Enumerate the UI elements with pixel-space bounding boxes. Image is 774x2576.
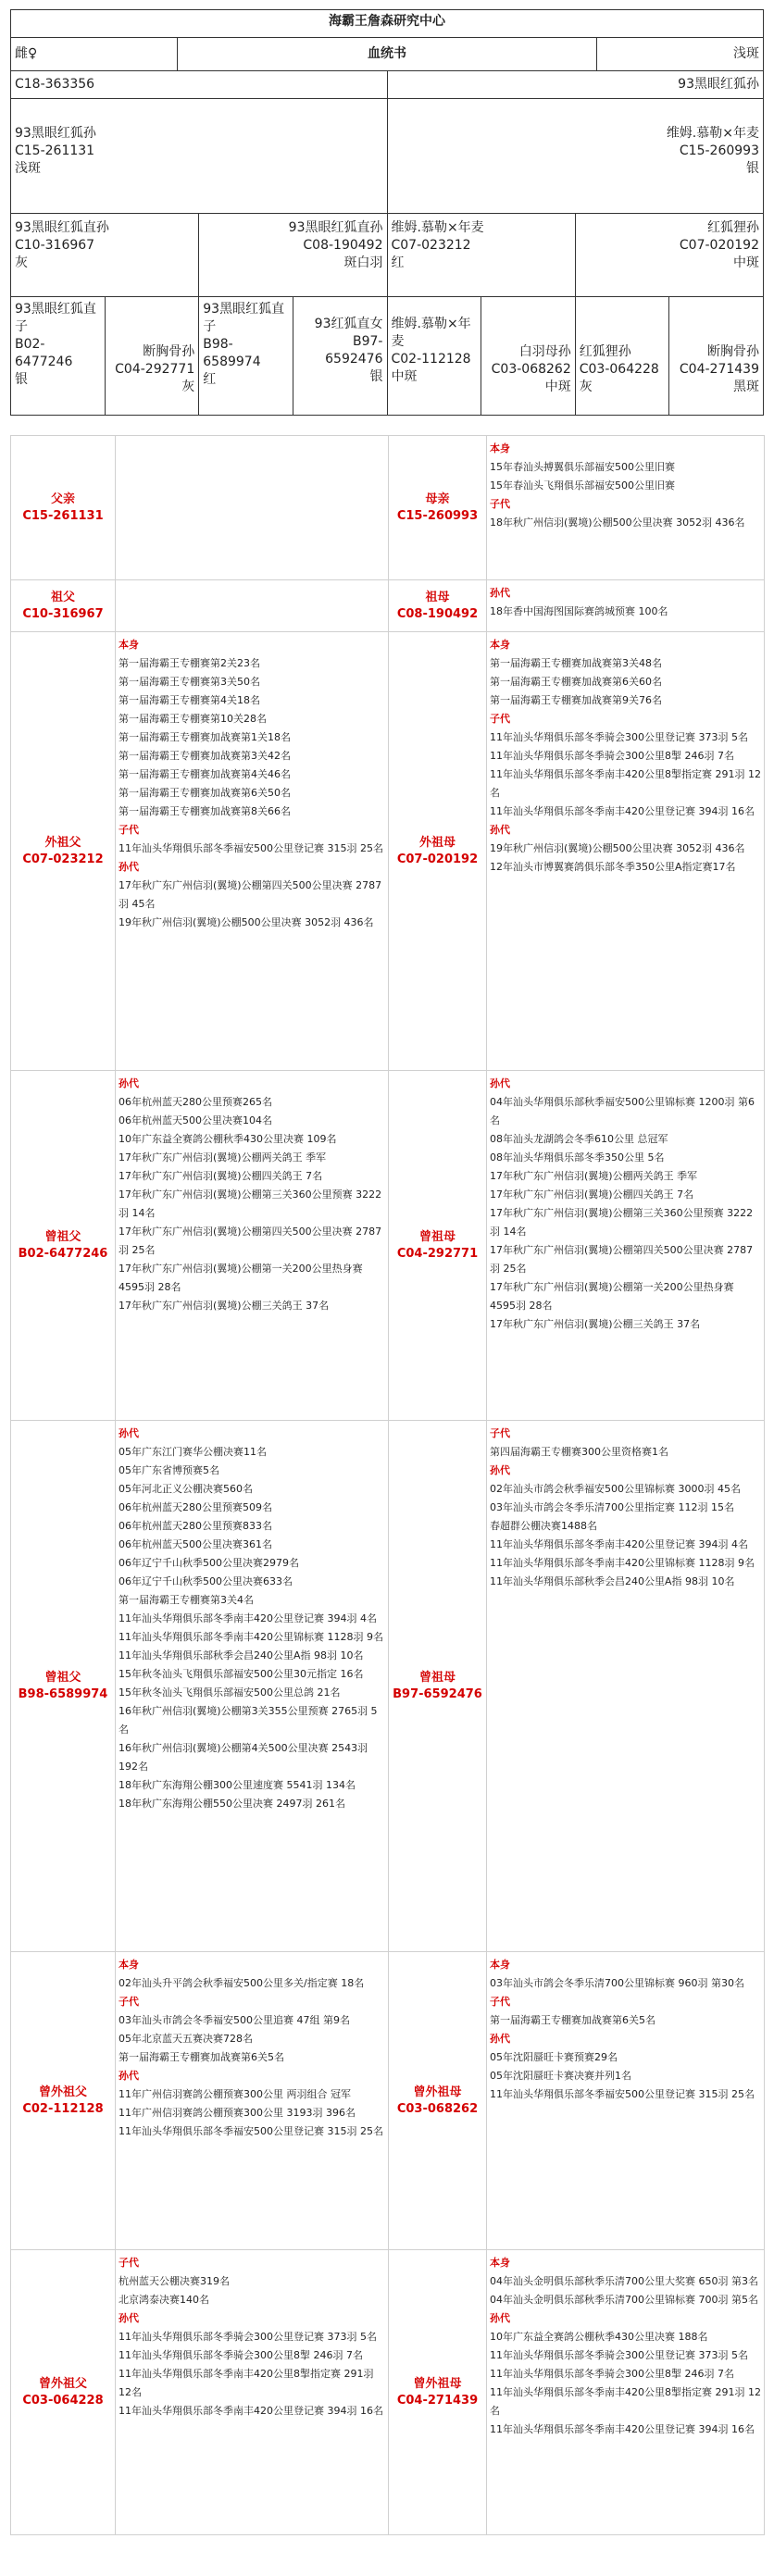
relative-title: 曾祖父 [44,1229,81,1244]
achievement-item: 10年广东益全赛鸽公棚秋季430公里决赛 188名 [490,2331,708,2343]
achievement-item: 11年汕头华翔俱乐部秋季会昌240公里A指 98羽 10名 [490,1575,735,1587]
ggp-color: 银 [369,369,383,384]
ggp-ring: C04-292771 [115,362,195,377]
achievement-item: 17年秋广东广州信羽(翼境)公棚第一关200公里热身赛 4595羽 28名 [490,1281,734,1312]
ggp-color: 黑斑 [733,380,759,394]
achievement-item: 11年汕头华翔俱乐部冬季骑会300公里登记赛 373羽 5名 [119,2331,377,2343]
relative-label-cell [389,1071,487,1421]
achievement-cell [116,580,389,632]
relative-title: 曾外祖母 [413,2376,462,2391]
achievement-item: 18年秋广东海翔公棚550公里决赛 2497羽 261名 [119,1798,345,1810]
achievement-cell [487,632,765,1071]
achievement-item: 11年汕头华翔俱乐部冬季骑会300公里登记赛 373羽 5名 [490,2349,748,2361]
achievement-item: 17年秋广东广州信羽(翼境)公棚第四关500公里决赛 2787羽 25名 [490,1244,754,1275]
great-grandparent-cell [105,297,199,416]
achievement-item: 18年秋广东海翔公棚300公里速度赛 5541羽 134名 [119,1779,356,1791]
achievement-item: 11年广州信羽赛鸽公棚预赛300公里 3193羽 396名 [119,2107,356,2119]
ggp-ring: B97-6592476 [325,334,383,367]
dam-cell [388,99,764,214]
grandparent-color: 斑白羽 [343,255,383,270]
achievement-item: 第一届海霸王专棚赛第4关18名 [119,694,260,706]
grandparent-cell [387,214,575,297]
achievement-item: 11年汕头华翔俱乐部冬季南丰420公里登记赛 394羽 16名 [490,805,755,817]
achievement-item: 15年秋冬汕头飞翔俱乐部福安500公里30元指定 16名 [119,1668,364,1680]
achievement-cell [487,1071,765,1421]
great-grandparent-cell [387,297,481,416]
generation-heading: 本身 [490,2257,510,2269]
achievement-item: 第四届海霸王专棚赛300公里资格赛1名 [490,1446,668,1458]
achievement-item: 15年春汕头飞翔俱乐部福安500公里旧赛 [490,479,675,492]
relative-ring: C15-261131 [22,508,104,523]
relative-title: 父亲 [50,492,75,506]
relative-title: 曾外祖父 [38,2084,87,2099]
great-grandparents-row [10,296,764,416]
ggp-ring: C03-064228 [579,362,659,377]
achievement-item: 11年汕头华翔俱乐部冬季南丰420公里登记赛 394羽 16名 [119,2405,383,2417]
generation-heading: 子代 [490,1427,510,1439]
achievement-item: 10年广东益全赛鸽公棚秋季430公里决赛 109名 [119,1133,337,1145]
relative-ring: C04-271439 [396,2393,479,2408]
relative-title: 外祖父 [44,835,81,850]
achievement-item: 17年秋广东广州信羽(翼境)公棚第三关360公里预赛 3222羽 14名 [490,1207,754,1238]
header-table [10,9,764,38]
achievement-item: 18年秋广州信羽(翼境)公棚500公里决赛 3052羽 436名 [490,516,745,529]
relative-ring: C15-260993 [396,508,479,523]
great-grandparent-cell [575,297,669,416]
grandparent-name: 93黑眼红狐直孙 [288,220,383,235]
relative-label-cell [389,436,487,580]
generation-heading: 孙代 [490,1464,510,1476]
ggp-ring: C02-112128 [391,352,471,367]
grandparent-cell [199,214,387,297]
relative-label-cell [389,580,487,632]
achievement-item: 17年秋广东广州信羽(翼境)公棚第四关500公里决赛 2787羽 45名 [119,879,382,910]
ggp-color: 中斑 [544,380,571,394]
achievement-item: 11年汕头华翔俱乐部冬季南丰420公里登记赛 394羽 4名 [119,1612,377,1624]
ggp-name: 93黑眼红狐直子 [203,302,285,334]
achievement-item: 04年汕头金明俱乐部秋季乐清700公里大奖赛 650羽 第3名 [490,2275,758,2287]
achievement-item: 17年秋广东广州信羽(翼境)公棚第一关200公里热身赛 4595羽 28名 [119,1263,363,1293]
achievement-item: 11年汕头华翔俱乐部冬季骑会300公里8掣 246羽 7名 [490,750,734,762]
achievement-item: 15年秋冬汕头飞翔俱乐部福安500公里总鸽 21名 [119,1686,341,1699]
relative-ring: C08-190492 [396,606,479,621]
ggp-name: 白羽母孙 [518,344,571,359]
relative-ring: B98-6589974 [18,1686,108,1701]
subject-name: 93黑眼红狐孙 [387,71,764,99]
table-row [11,632,765,1071]
relative-label-cell [11,1421,116,1952]
generation-heading: 孙代 [490,2312,510,2324]
achievement-item: 06年杭州蓝天500公里决赛361名 [119,1538,272,1550]
grandparents-row [10,213,764,297]
table-row [11,436,765,580]
achievement-item: 06年杭州蓝天280公里预赛265名 [119,1096,272,1108]
generation-heading: 子代 [119,824,139,836]
relative-title: 母亲 [425,492,450,506]
ggp-color: 灰 [579,380,593,394]
relative-label-cell [389,1421,487,1952]
achievement-cell [487,2250,765,2535]
dam-name: 维姆.慕勒×年麦 [666,126,759,141]
generation-heading: 孙代 [119,2070,139,2082]
grandparent-name: 93黑眼红狐直孙 [15,220,109,235]
relative-title: 外祖母 [418,835,456,850]
ggp-color: 红 [203,372,217,387]
grandparent-color: 中斑 [733,255,759,270]
achievement-item: 11年汕头华翔俱乐部冬季骑会300公里登记赛 373羽 5名 [490,731,748,743]
grandparent-ring: C10-316967 [15,238,95,253]
achievement-item: 19年秋广州信羽(翼境)公棚500公里决赛 3052羽 436名 [119,916,374,928]
achievement-item: 11年汕头华翔俱乐部冬季福安500公里登记赛 315羽 25名 [490,2088,755,2100]
grandparent-name: 维姆.慕勒×年麦 [391,220,484,235]
achievement-item: 11年汕头华翔俱乐部冬季骑会300公里8掣 246羽 7名 [490,2368,734,2380]
achievement-item: 11年汕头华翔俱乐部冬季福安500公里登记赛 315羽 25名 [119,2125,383,2137]
achievement-item: 春超群公棚决赛1488名 [490,1520,597,1532]
achievement-item: 11年汕头华翔俱乐部冬季南丰420公里8掣指定赛 291羽 12名 [119,2368,374,2398]
achievement-item: 11年汕头华翔俱乐部冬季南丰420公里锦标赛 1128羽 9名 [119,1631,383,1643]
achievement-item: 第一届海霸王专棚赛加战赛第6关5名 [490,2014,655,2026]
achievement-item: 17年秋广东广州信羽(翼境)公棚第四关500公里决赛 2787羽 25名 [119,1226,382,1256]
achievement-cell [487,1952,765,2250]
grandparent-cell [575,214,763,297]
achievement-item: 08年汕头龙湖鸽会冬季610公里 总冠军 [490,1133,668,1145]
relative-ring: B02-6477246 [18,1246,108,1261]
achievement-item: 11年汕头华翔俱乐部冬季南丰420公里登记赛 394羽 4名 [490,1538,748,1550]
relative-ring: C10-316967 [22,606,104,621]
achievement-cell [116,632,389,1071]
achievement-item: 第一届海霸王专棚赛加战赛第3关48名 [490,657,662,669]
achievement-item: 04年汕头金明俱乐部秋季乐清700公里锦标赛 700羽 第5名 [490,2294,758,2306]
ggp-color: 中斑 [391,369,418,384]
achievement-item: 第一届海霸王专棚赛第2关23名 [119,657,260,669]
grandparent-ring: C07-023212 [391,238,471,253]
ggp-ring: B02-6477246 [15,337,73,369]
generation-heading: 孙代 [490,587,510,599]
achievement-item: 02年汕头升平鸽会秋季福安500公里多关/指定赛 18名 [119,1977,365,1989]
achievement-item: 17年秋广东广州信羽(翼境)公棚四关鸽王 7名 [490,1188,694,1201]
achievement-cell [116,436,389,580]
achievement-item: 06年杭州蓝天280公里预赛833名 [119,1520,272,1532]
achievement-item: 05年沈阳蜃旺卡赛决赛并列1名 [490,2070,631,2082]
achievement-item: 18年香中国海图国际赛鸽城预赛 100名 [490,605,668,617]
achievement-item: 05年河北正义公棚决赛560名 [119,1483,253,1495]
achievement-item: 06年杭州蓝天280公里预赛509名 [119,1501,272,1513]
generation-heading: 子代 [119,2257,139,2269]
achievement-item: 第一届海霸王专棚赛加战赛第3关42名 [119,750,291,762]
research-center-name: 海霸王詹森研究中心 [11,10,764,38]
achievement-cell [116,1421,389,1952]
great-grandparent-cell [669,297,764,416]
sire-name: 93黑眼红狐孙 [15,126,96,141]
relative-ring: C07-023212 [22,852,104,866]
relative-title: 祖母 [425,590,450,604]
achievement-cell [487,1421,765,1952]
generation-heading: 孙代 [490,2033,510,2045]
ggp-name: 93红狐直女 [314,317,383,331]
generation-heading: 孙代 [490,824,510,836]
achievement-item: 第一届海霸王专棚赛第10关28名 [119,713,267,725]
relative-title: 曾外祖母 [413,2084,462,2099]
achievement-item: 第一届海霸王专棚赛加战赛第6关60名 [490,676,662,688]
achievement-cell [116,1952,389,2250]
relative-label-cell [11,1071,116,1421]
generation-heading: 本身 [490,442,510,454]
relative-ring: C07-020192 [396,852,479,866]
relative-label-cell [389,1952,487,2250]
generation-heading: 子代 [490,1996,510,2008]
achievement-cell [116,1071,389,1421]
table-row [11,1421,765,1952]
achievement-item: 02年汕头市鸽会秋季福安500公里锦标赛 3000羽 45名 [490,1483,741,1495]
achievement-item: 11年汕头华翔俱乐部冬季南丰420公里锦标赛 1128羽 9名 [490,1557,755,1569]
achievement-item: 03年汕头市鸽会冬季乐清700公里锦标赛 960羽 第30名 [490,1977,744,1989]
table-row [11,1952,765,2250]
header-color: 浅斑 [597,38,764,71]
achievement-table-body [11,436,765,2535]
relative-label-cell [11,2250,116,2535]
achievement-item: 11年广州信羽赛鸽公棚预赛300公里 两羽组合 冠军 [119,2088,351,2100]
great-grandparent-cell [481,297,576,416]
generation-heading: 子代 [490,498,510,510]
achievement-item: 第一届海霸王专棚赛加战赛第1关18名 [119,731,291,743]
achievement-cell [116,2250,389,2535]
great-grandparent-cell [11,297,106,416]
achievement-item: 第一届海霸王专棚赛加战赛第9关76名 [490,694,662,706]
achievement-item: 05年沈阳蜃旺卡赛预赛29名 [490,2051,618,2063]
relative-label-cell [389,2250,487,2535]
achievement-item: 杭州蓝天公棚决赛319名 [119,2275,230,2287]
achievement-item: 17年秋广东广州信羽(翼境)公棚三关鸽王 37名 [119,1300,330,1312]
achievement-item: 11年汕头华翔俱乐部冬季南丰420公里登记赛 394羽 16名 [490,2423,755,2435]
sire-ring: C15-261131 [15,143,95,158]
generation-heading: 子代 [119,1996,139,2008]
generation-heading: 本身 [119,1959,139,1971]
achievement-table [10,435,765,2535]
achievement-cell [487,580,765,632]
achievement-cell [487,436,765,580]
achievement-item: 17年秋广东广州信羽(翼境)公棚两关鸽王 季军 [119,1151,327,1164]
achievement-item: 第一届海霸王专棚赛第3关50名 [119,676,260,688]
generation-heading: 孙代 [119,1427,139,1439]
achievement-item: 11年汕头华翔俱乐部冬季骑会300公里8掣 246羽 7名 [119,2349,363,2361]
relative-title: 曾祖父 [44,1670,81,1685]
achievement-item: 17年秋广东广州信羽(翼境)公棚三关鸽王 37名 [490,1318,701,1330]
achievement-item: 11年汕头华翔俱乐部冬季南丰420公里8掣指定赛 291羽 12名 [490,768,761,799]
ggp-name: 维姆.慕勒×年麦 [391,317,471,349]
relative-label-cell [11,580,116,632]
achievement-item: 12年汕头市博翼赛鸽俱乐部冬季350公里A指定赛17名 [490,861,736,873]
achievement-item: 06年辽宁千山秋季500公里决赛2979名 [119,1557,299,1569]
grandparent-ring: C07-020192 [679,238,759,253]
relative-ring: C03-064228 [22,2393,104,2408]
ggp-ring: C04-271439 [679,362,759,377]
relative-title: 祖父 [50,590,75,604]
achievement-item: 第一届海霸王专棚赛第3关4名 [119,1594,254,1606]
achievement-item: 17年秋广东广州信羽(翼境)公棚两关鸽王 季军 [490,1170,698,1182]
relative-ring: C03-068262 [396,2101,479,2116]
ggp-name: 断胸骨孙 [707,344,759,359]
relative-label-cell [11,632,116,1071]
ggp-color: 银 [15,372,28,387]
achievement-item: 06年辽宁千山秋季500公里决赛633名 [119,1575,293,1587]
ggp-color: 灰 [181,380,195,394]
achievement-item: 17年秋广东广州信羽(翼境)公棚第三关360公里预赛 3222羽 14名 [119,1188,382,1219]
achievement-item: 11年汕头华翔俱乐部冬季福安500公里登记赛 315羽 25名 [119,842,383,854]
grandparent-color: 灰 [15,255,28,270]
achievement-item: 北京鸿泰决赛140名 [119,2294,209,2306]
grandparent-name: 红狐狸孙 [707,220,759,235]
dam-ring: C15-260993 [679,143,759,158]
achievement-item: 11年汕头华翔俱乐部秋季会昌240公里A指 98羽 10名 [119,1649,364,1661]
achievement-item: 11年汕头华翔俱乐部冬季南丰420公里8掣指定赛 291羽 12名 [490,2386,761,2417]
table-row [11,580,765,632]
relative-ring: B97-6592476 [393,1686,482,1701]
generation-heading: 本身 [119,639,139,651]
achievement-item: 15年春汕头搏翼俱乐部福安500公里旧赛 [490,461,675,473]
achievement-item: 05年北京蓝天五赛决赛728名 [119,2033,253,2045]
achievement-item: 17年秋广东广州信羽(翼境)公棚四关鸽王 7名 [119,1170,323,1182]
pedigree-chart [0,0,774,424]
relative-title: 曾外祖父 [38,2376,87,2391]
ggp-ring: C03-068262 [491,362,571,377]
title-row [10,37,764,71]
sex-label: 雌♀ [15,46,38,61]
great-grandparent-cell [293,297,387,416]
generation-heading: 孙代 [119,861,139,873]
generation-heading: 本身 [490,1959,510,1971]
relative-ring: C04-292771 [396,1246,479,1261]
ggp-name: 红狐狸孙 [579,344,631,359]
ggp-name: 断胸骨孙 [143,344,195,359]
relative-label-cell [11,1952,116,2250]
achievement-item: 05年广东省博预赛5名 [119,1464,219,1476]
generation-heading: 孙代 [490,1077,510,1089]
achievement-item: 04年汕头华翔俱乐部秋季福安500公里锦标赛 1200羽 第6名 [490,1096,755,1126]
document-title: 血统书 [178,38,597,71]
achievement-item: 05年广东江门赛华公棚决赛11名 [119,1446,267,1458]
achievement-item: 19年秋广州信羽(翼境)公棚500公里决赛 3052羽 436名 [490,842,745,854]
achievement-item: 16年秋广州信羽(翼境)公棚第3关355公里预赛 2765羽 5名 [119,1705,378,1736]
grandparent-color: 红 [391,255,405,270]
relative-title: 曾祖母 [418,1229,456,1244]
achievement-item: 03年汕头市鸽会冬季福安500公里追赛 47组 第9名 [119,2014,350,2026]
achievement-item: 第一届海霸王专棚赛加战赛第8关66名 [119,805,291,817]
ggp-ring: B98-6589974 [203,337,261,369]
parents-row [10,98,764,214]
achievement-item: 第一届海霸王专棚赛加战赛第4关46名 [119,768,291,780]
generation-heading: 子代 [490,713,510,725]
relative-ring: C02-112128 [22,2101,104,2116]
grandparent-ring: C08-190492 [303,238,383,253]
generation-heading: 本身 [490,639,510,651]
subject-row [10,70,764,99]
generation-heading: 孙代 [119,1077,139,1089]
ggp-name: 93黑眼红狐直子 [15,302,96,334]
table-row [11,2250,765,2535]
relative-title: 曾祖母 [418,1670,456,1685]
relative-label-cell [389,632,487,1071]
achievement-item: 16年秋广州信羽(翼境)公棚第4关500公里决赛 2543羽 192名 [119,1742,368,1773]
achievement-item: 03年汕头市鸽会冬季乐清700公里指定赛 112羽 15名 [490,1501,734,1513]
dam-color: 银 [746,161,759,176]
sire-cell [11,99,388,214]
achievement-item: 06年杭州蓝天500公里决赛104名 [119,1114,272,1126]
sex-cell [11,38,178,71]
achievement-item: 第一届海霸王专棚赛加战赛第6关5名 [119,2051,284,2063]
table-row [11,1071,765,1421]
sire-color: 浅斑 [15,161,41,176]
great-grandparent-cell [199,297,293,416]
relative-label-cell [11,436,116,580]
generation-heading: 孙代 [119,2312,139,2324]
grandparent-cell [11,214,199,297]
subject-ring: C18-363356 [11,71,388,99]
achievement-item: 第一届海霸王专棚赛加战赛第6关50名 [119,787,291,799]
achievement-item: 08年汕头华翔俱乐部冬季350公里 5名 [490,1151,665,1164]
